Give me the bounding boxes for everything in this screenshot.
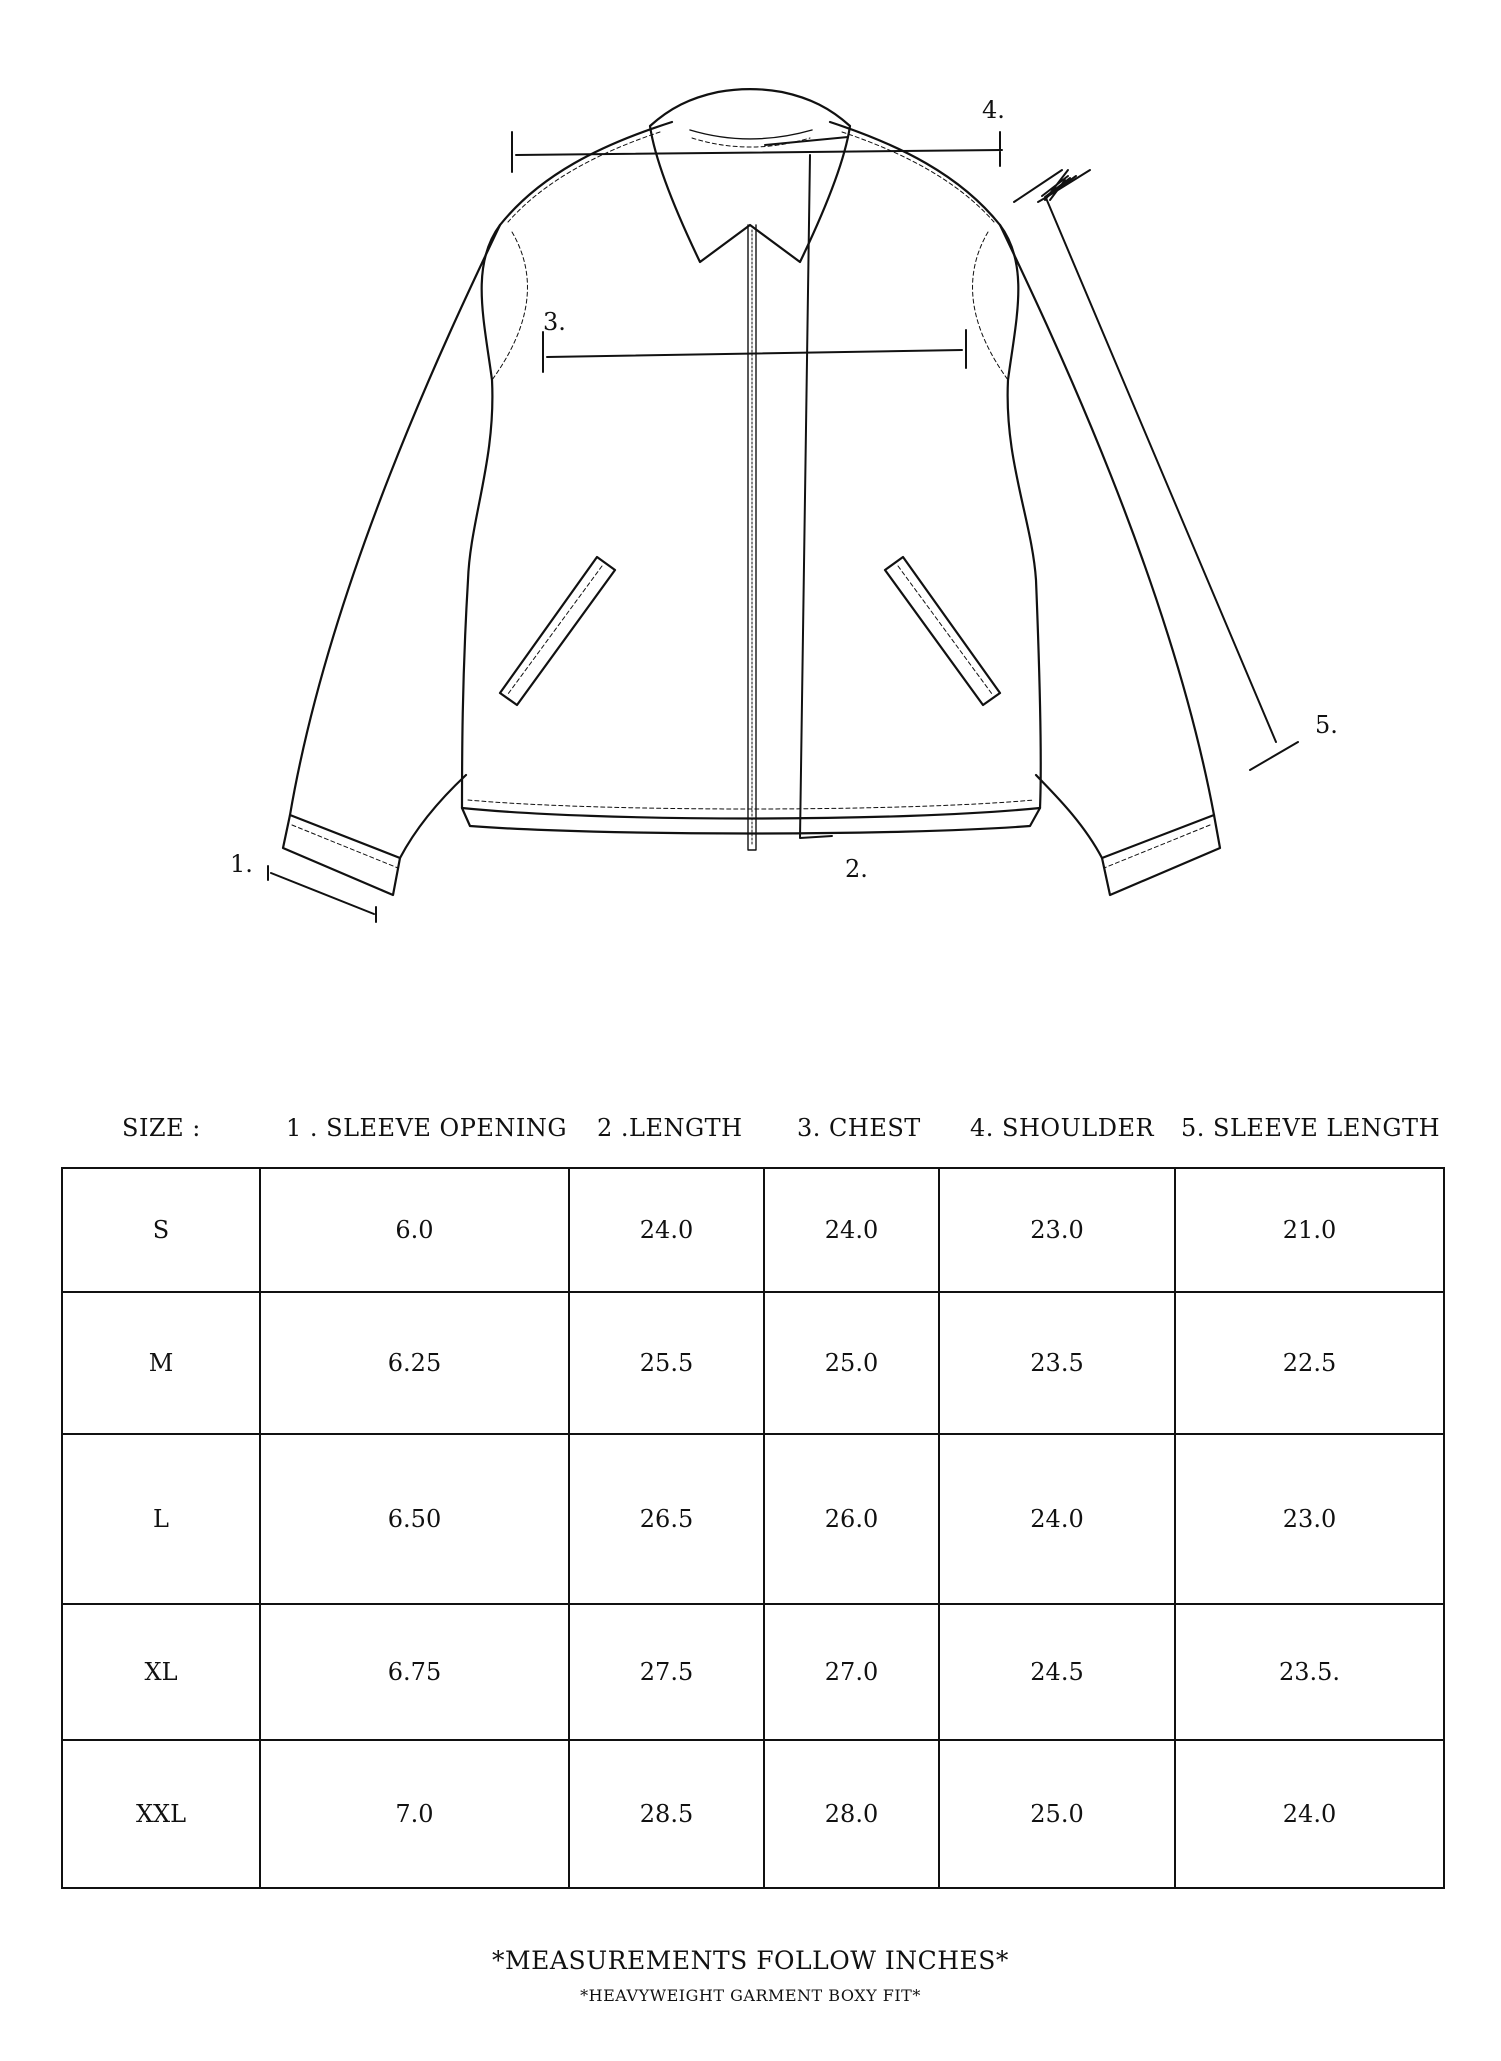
measure-label-5: 5. (1315, 711, 1338, 739)
hem-band (462, 808, 1040, 834)
table-row (62, 1168, 1444, 1292)
sleeve-length-cell: 24.0 (1175, 1740, 1444, 1888)
right-pocket-stitch (898, 566, 992, 694)
chest-cell: 24.0 (764, 1168, 939, 1292)
sleeve-opening-cell: 6.0 (260, 1168, 569, 1292)
hem-stitch (468, 800, 1034, 809)
measure-label-4: 4. (982, 96, 1005, 124)
sleeve-length-cell: 21.0 (1175, 1168, 1444, 1292)
header-length: 2 .LENGTH (597, 1114, 743, 1142)
header-sleeve-length: 5. SLEEVE LENGTH (1181, 1114, 1440, 1142)
jacket-diagram (0, 0, 1501, 980)
shoulder-cell: 23.5 (939, 1292, 1175, 1434)
shoulder-stitch-right (842, 132, 994, 222)
sleeve-opening-cell: 6.25 (260, 1292, 569, 1434)
size-cell: XL (62, 1604, 260, 1740)
size-chart-table (61, 1167, 1445, 1889)
sleeve-opening-cell: 7.0 (260, 1740, 569, 1888)
fit-note: *HEAVYWEIGHT GARMENT BOXY FIT* (580, 1986, 921, 2005)
collar-inner (690, 130, 812, 139)
left-cuff (283, 815, 400, 895)
table-row (62, 1292, 1444, 1434)
size-cell: S (62, 1168, 260, 1292)
table-row (62, 1740, 1444, 1888)
left-pocket-stitch (508, 566, 602, 694)
chest-cell: 28.0 (764, 1740, 939, 1888)
length-cell: 28.5 (569, 1740, 764, 1888)
measure-line-shoulder (512, 132, 1002, 172)
length-cell: 24.0 (569, 1168, 764, 1292)
right-armhole-seam (973, 232, 1008, 380)
table-row (62, 1604, 1444, 1740)
right-cuff-stitch (1104, 825, 1210, 868)
length-cell: 26.5 (569, 1434, 764, 1604)
table-row (62, 1434, 1444, 1604)
measure-line-sleeve-opening (268, 866, 376, 922)
measure-line-length (800, 155, 832, 838)
measure-line-chest (543, 330, 966, 372)
measure-line-sleeve-diagonal (1046, 176, 1276, 742)
right-sleeve (1000, 225, 1214, 858)
measure-label-2: 2. (845, 855, 868, 883)
header-size: SIZE : (122, 1114, 201, 1142)
header-sleeve-opening: 1 . SLEEVE OPENING (286, 1114, 568, 1142)
left-sleeve (290, 225, 500, 858)
left-armhole-seam (492, 232, 527, 380)
size-cell: L (62, 1434, 260, 1604)
sleeve-opening-cell: 6.50 (260, 1434, 569, 1604)
size-cell: XXL (62, 1740, 260, 1888)
shoulder-stitch-left (508, 132, 660, 222)
header-shoulder: 4. SHOULDER (970, 1114, 1155, 1142)
shoulder-cell: 25.0 (939, 1740, 1175, 1888)
shoulder-cell: 23.0 (939, 1168, 1175, 1292)
chest-cell: 25.0 (764, 1292, 939, 1434)
chest-cell: 26.0 (764, 1434, 939, 1604)
size-chart-headers (0, 1100, 1501, 1160)
sleeve-length-cell: 23.0 (1175, 1434, 1444, 1604)
length-cell: 27.5 (569, 1604, 764, 1740)
sleeve-length-cell: 23.5. (1175, 1604, 1444, 1740)
header-chest: 3. CHEST (797, 1114, 921, 1142)
size-cell: M (62, 1292, 260, 1434)
collar (650, 89, 850, 262)
sleeve-length-cell: 22.5 (1175, 1292, 1444, 1434)
right-pocket (885, 557, 1000, 705)
length-cell: 25.5 (569, 1292, 764, 1434)
left-cuff-stitch (292, 825, 398, 868)
chest-cell: 27.0 (764, 1604, 939, 1740)
left-pocket (500, 557, 615, 705)
measurement-note: *MEASUREMENTS FOLLOW INCHES* (492, 1946, 1009, 1975)
shoulder-cell: 24.0 (939, 1434, 1175, 1604)
measure-label-3: 3. (543, 308, 566, 336)
measure-label-1: 1. (230, 850, 253, 878)
right-cuff (1102, 815, 1220, 895)
sleeve-opening-cell: 6.75 (260, 1604, 569, 1740)
shoulder-cell: 24.5 (939, 1604, 1175, 1740)
measure-line-sleeve-ticks (1014, 170, 1298, 770)
